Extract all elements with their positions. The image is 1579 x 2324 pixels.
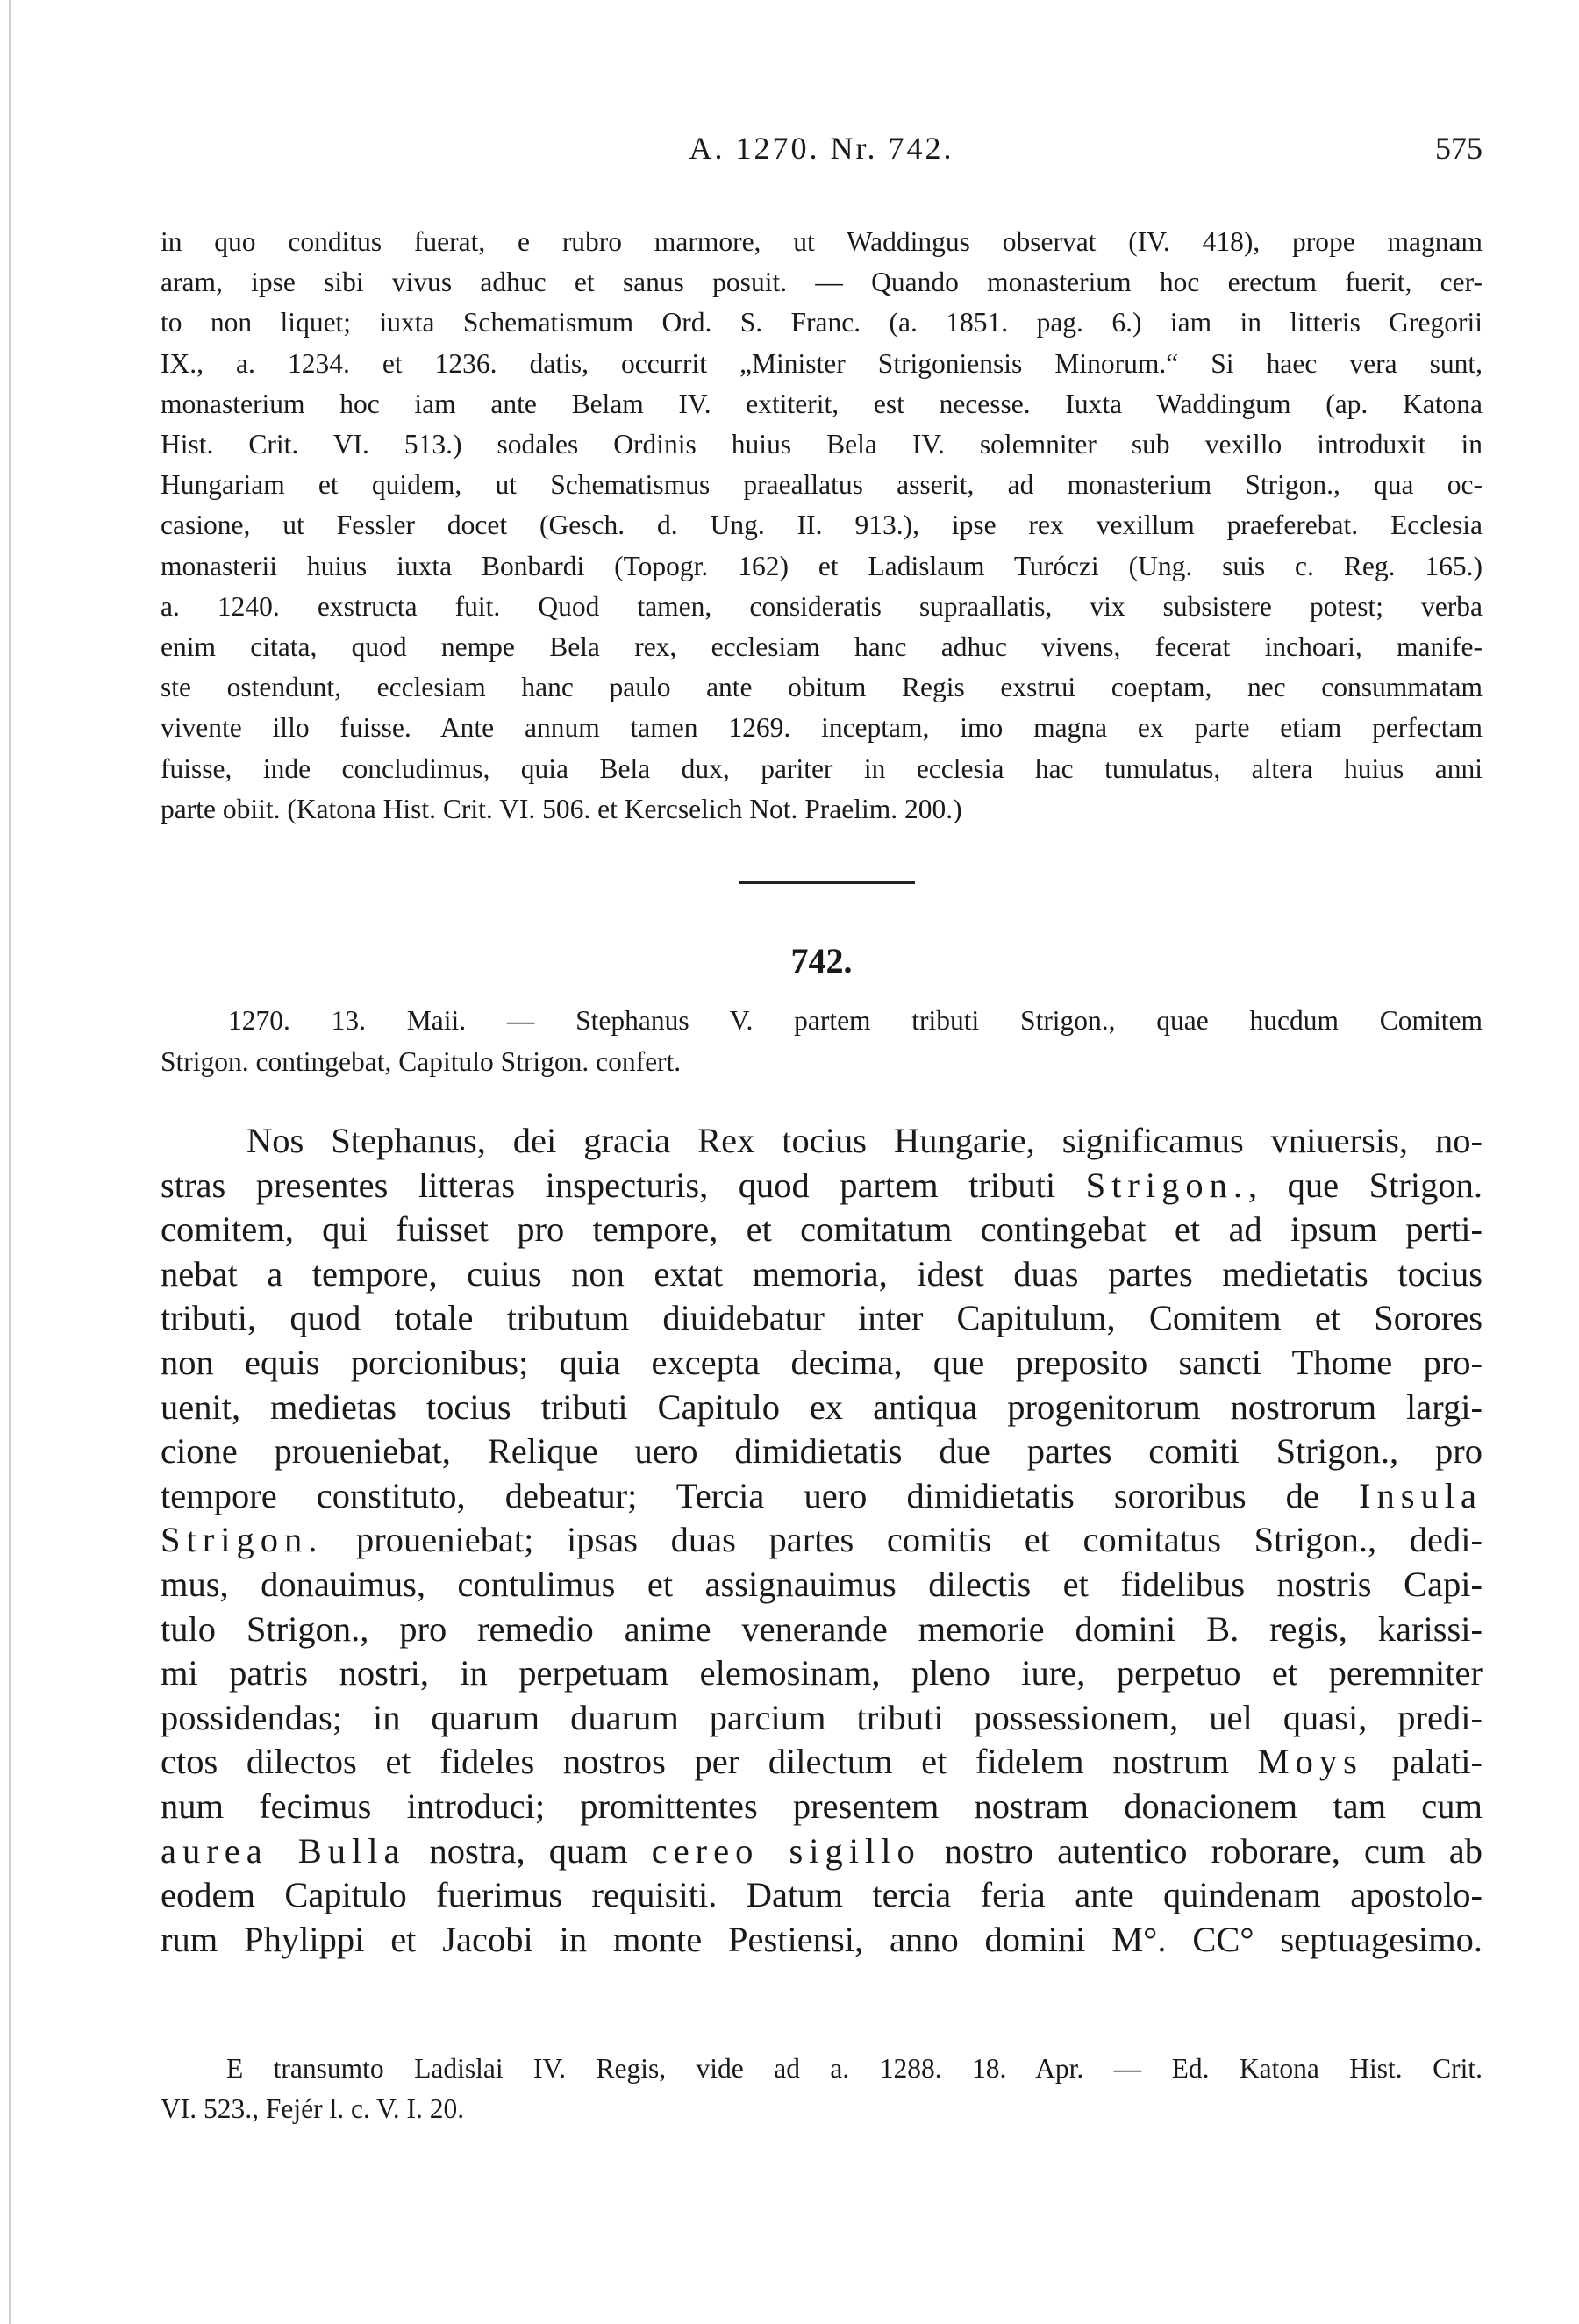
note-line: a. 1240. exstructa fuit. Quod tamen, consideratis supraallatis, vix subsistere potest; verba <box>161 590 1483 622</box>
note-line: vivente illo fuisse. Ante annum tamen 1269. inceptam, imo magna ex parte etiam perfectam <box>161 712 1483 744</box>
charter-line: num fecimus introduci; promittentes presentem nostram donacionem tam cum <box>161 1786 1483 1826</box>
charter-text <box>161 1119 1483 1962</box>
page-header <box>161 130 1483 182</box>
document-regest <box>161 1000 1483 1082</box>
section-divider <box>739 881 915 884</box>
charter-line: aurea Bulla nostra, quam cereo sigillo nostro autentico roborare, cum ab <box>161 1830 1483 1871</box>
spaced-name: Strigon. <box>1085 1165 1249 1205</box>
charter-line: possidendas; in quarum duarum parcium tributi possessionem, uel quasi, predi- <box>161 1697 1483 1737</box>
charter-line: mi patris nostri, in perpetuam elemosinam, pleno iure, perpetuo et peremniter <box>161 1653 1483 1693</box>
spaced-name: Strigon. <box>161 1520 324 1560</box>
spaced-name: aurea Bulla <box>161 1830 406 1871</box>
spaced-name: Moys <box>1257 1742 1363 1782</box>
note-line: parte obiit. (Katona Hist. Crit. VI. 506. et Kercselich Not. Praelim. 200.) <box>161 793 962 824</box>
charter-line: uenit, medietas tocius tributi Capitulo ex antiqua progenitorum nostrorum largi- <box>161 1387 1483 1427</box>
running-head: A. 1270. Nr. 742. <box>689 131 954 166</box>
note-line: IX., a. 1234. et 1236. datis, occurrit „Minister Strigoniensis Minorum.“ Si haec vera sunt, <box>161 347 1483 379</box>
note-line: aram, ipse sibi vivus adhuc et sanus posuit. — Quando monasterium hoc erectum fuerit, cer- <box>161 267 1483 298</box>
note-line: monasterium hoc iam ante Belam IV. extiterit, est necesse. Iuxta Waddingum (ap. Katona <box>161 388 1483 419</box>
note-line: to non liquet; iuxta Schematismum Ord. S. Franc. (a. 1851. pag. 6.) iam in litteris Gregorii <box>161 307 1483 339</box>
note-line: casione, ut Fessler docet (Gesch. d. Ung. II. 913.), ipse rex vexillum praeferebat. Ecclesia <box>161 510 1483 541</box>
charter-line: tulo Strigon., pro remedio anime venerande memorie domini B. regis, karissi- <box>161 1608 1483 1649</box>
charter-line: non equis porcionibus; quia excepta decima, que preposito sancti Thome pro- <box>161 1342 1483 1382</box>
note-line: ste ostendunt, ecclesiam hanc paulo ante obitum Regis exstrui coeptam, nec consummatam <box>161 672 1483 703</box>
charter-line: comitem, qui fuisset pro tempore, et comitatum contingebat et ad ipsum perti- <box>161 1209 1483 1250</box>
spaced-name: Insula <box>1359 1475 1483 1515</box>
regest-line: 1270. 13. Maii. — Stephanus V. partem tributi Strigon., quae hucdum Comitem <box>228 1005 1483 1036</box>
footnote-block <box>161 222 1483 830</box>
note-line: in quo conditus fuerat, e rubro marmore, ut Waddingus observat (IV. 418), prope magnam <box>161 226 1483 257</box>
charter-line: cione proueniebat, Relique uero dimidietatis due partes comiti Strigon., pro <box>161 1431 1483 1472</box>
charter-line: eodem Capitulo fuerimus requisiti. Datum tercia feria ante quindenam apostolo- <box>161 1875 1483 1915</box>
source-line: VI. 523., Fejér l. c. V. I. 20. <box>161 2093 465 2124</box>
note-line: monasterii huius iuxta Bonbardi (Topogr. 162) et Ladislaum Turóczi (Ung. suis c. Reg. 165.) <box>161 550 1483 581</box>
document-number: 742. <box>790 941 853 980</box>
source-note <box>161 2049 1483 2129</box>
regest-line: Strigon. contingebat, Capitulo Strigon. confert. <box>161 1046 682 1077</box>
page-number: 575 <box>1435 131 1483 166</box>
note-line: Hist. Crit. VI. 513.) sodales Ordinis huius Bela IV. solemniter sub vexillo introduxit in <box>161 429 1483 460</box>
charter-line: stras presentes litteras inspecturis, quod partem tributi Strigon., que Strigon. <box>161 1165 1483 1205</box>
charter-line: Strigon. proueniebat; ipsas duas partes comitis et comitatus Strigon., dedi- <box>161 1520 1483 1560</box>
note-line: enim citata, quod nempe Bela rex, ecclesiam hanc adhuc vivens, fecerat inchoari, manife- <box>161 631 1483 663</box>
note-line: Hungariam et quidem, ut Schematismus praeallatus asserit, ad monasterium Strigon., qua oc- <box>161 469 1483 501</box>
charter-line: ctos dilectos et fideles nostros per dilectum et fidelem nostrum Moys palati- <box>161 1742 1483 1782</box>
charter-line: nebat a tempore, cuius non extat memoria, idest duas partes medietatis tocius <box>161 1253 1483 1294</box>
charter-line: Nos Stephanus, dei gracia Rex tocius Hungarie, significamus vniuersis, no- <box>246 1121 1483 1160</box>
charter-line: tributi, quod totale tributum diuidebatur inter Capitulum, Comitem et Sorores <box>161 1298 1483 1338</box>
source-line: E transumto Ladislai IV. Regis, vide ad a. 1288. 18. Apr. — Ed. Katona Hist. Crit. <box>226 2053 1483 2084</box>
charter-line: rum Phylippi et Jacobi in monte Pestiensi, anno domini M°. CC° septuagesimo. <box>161 1919 1483 1959</box>
charter-line: tempore constituto, debeatur; Tercia uero dimidietatis sororibus de Insula <box>161 1475 1483 1515</box>
charter-line: mus, donauimus, contulimus et assignauimus dilectis et fidelibus nostris Capi- <box>161 1564 1483 1604</box>
scan-edge <box>9 0 11 2324</box>
note-line: fuisse, inde concludimus, quia Bela dux, pariter in ecclesia hac tumulatus, altera huius anni <box>161 752 1483 784</box>
spaced-name: cereo sigillo <box>651 1830 921 1871</box>
